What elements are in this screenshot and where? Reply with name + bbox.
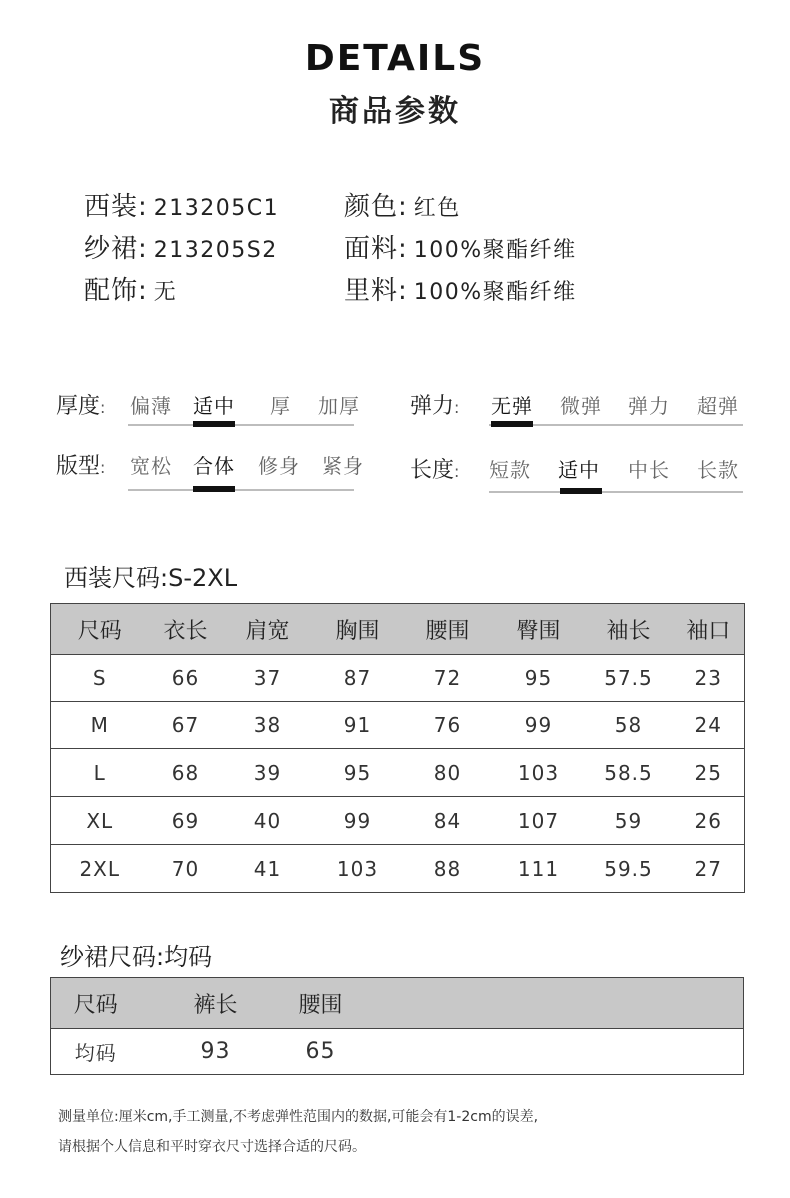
table-cell: 26 (673, 797, 745, 845)
fit-option-loose: 宽松 (130, 454, 172, 478)
table-cell: 66 (149, 655, 223, 702)
table-cell: 58.5 (585, 749, 673, 797)
table-cell: 95 (493, 655, 585, 702)
skirt-table-header-row (51, 978, 744, 1029)
length-option-short: 短款 (489, 458, 531, 482)
table-row (51, 1029, 744, 1075)
table-cell: 25 (673, 749, 745, 797)
suit-header-size: 尺码 (51, 604, 149, 655)
table-cell: 107 (493, 797, 585, 845)
table-cell: 59.5 (604, 856, 653, 881)
table-cell: 68 (149, 749, 223, 797)
length-label: 长度: (410, 458, 460, 483)
table-row (51, 655, 745, 702)
page-title-cn: 商品参数 (329, 94, 461, 129)
table-cell: 91 (313, 702, 403, 749)
table-cell: 95 (313, 749, 403, 797)
elasticity-option-none: 无弹 (491, 394, 533, 418)
suit-header-shoulder: 肩宽 (223, 604, 313, 655)
table-cell: 93 (200, 1039, 231, 1064)
info-lining-value: 100%聚酯纤维 (413, 280, 577, 305)
info-accessory-value: 无 (153, 280, 178, 305)
elasticity-selected-marker (491, 421, 533, 427)
fit-selected-marker (193, 486, 235, 492)
table-cell: 37 (223, 655, 313, 702)
info-color-label: 颜色: (344, 192, 408, 222)
table-cell: 38 (223, 702, 313, 749)
table-cell: 103 (336, 856, 379, 881)
fit-track (128, 489, 354, 491)
table-cell: 65 (305, 1039, 336, 1064)
thickness-option-thin: 偏薄 (130, 394, 172, 418)
thickness-option-medium: 适中 (193, 394, 235, 418)
table-cell: 70 (171, 856, 200, 881)
info-suit-value: 213205C1 (153, 196, 280, 221)
elasticity-option-elastic: 弹力 (628, 394, 670, 418)
skirt-header-length: 裤长 (161, 978, 271, 1029)
skirt-size-title: 纱裙尺码:均码 (60, 943, 213, 971)
suit-header-length: 衣长 (149, 604, 223, 655)
table-cell: 58 (585, 702, 673, 749)
suit-header-bust: 胸围 (313, 604, 403, 655)
suit-size-table (50, 603, 745, 893)
table-cell: 24 (673, 702, 745, 749)
table-cell: 41 (253, 856, 282, 881)
info-color-value: 红色 (413, 196, 461, 221)
table-cell: 27 (694, 856, 722, 881)
suit-header-hip: 臀围 (493, 604, 585, 655)
table-cell: 99 (313, 797, 403, 845)
length-option-mid-long: 中长 (628, 458, 670, 482)
suit-header-cuff: 袖口 (673, 604, 745, 655)
skirt-header-size: 尺码 (51, 978, 161, 1029)
skirt-header-waist: 腰围 (271, 978, 371, 1029)
table-row (51, 797, 745, 845)
table-cell: S (51, 655, 149, 702)
info-color (344, 186, 461, 223)
table-row (51, 845, 745, 893)
table-cell: 均码 (74, 1041, 117, 1065)
suit-header-waist: 腰围 (403, 604, 493, 655)
info-fabric-label: 面料: (344, 234, 408, 264)
thickness-option-thick: 厚 (270, 394, 291, 418)
table-cell: L (51, 749, 149, 797)
table-cell: 103 (493, 749, 585, 797)
suit-table-header-row (51, 604, 745, 655)
measurement-note-line1: 测量单位:厘米cm,手工测量,不考虑弹性范围内的数据,可能会有1-2cm的误差, (58, 1109, 539, 1125)
table-cell: 57.5 (585, 655, 673, 702)
length-option-medium: 适中 (558, 458, 600, 482)
suit-header-sleeve-length: 袖长 (585, 604, 673, 655)
info-skirt (84, 228, 278, 265)
info-fabric (344, 228, 577, 265)
page-title-en: DETAILS (304, 38, 486, 79)
thickness-selected-marker (193, 421, 235, 427)
table-cell: 80 (403, 749, 493, 797)
info-skirt-label: 纱裙: (84, 234, 148, 264)
skirt-header-empty (371, 978, 744, 1029)
skirt-size-table (50, 977, 744, 1075)
info-lining (344, 270, 577, 307)
fit-option-tight: 紧身 (322, 454, 364, 478)
length-selected-marker (560, 488, 602, 494)
elasticity-option-slight: 微弹 (560, 394, 602, 418)
info-suit (84, 186, 279, 223)
table-cell: 67 (149, 702, 223, 749)
info-skirt-value: 213205S2 (153, 238, 278, 263)
table-cell: XL (51, 797, 149, 845)
table-row (51, 702, 745, 749)
length-option-long: 长款 (697, 458, 739, 482)
table-cell: 111 (517, 856, 560, 881)
table-cell: 40 (223, 797, 313, 845)
thickness-track (128, 424, 354, 426)
thickness-label: 厚度: (56, 394, 106, 419)
thickness-option-extra-thick: 加厚 (318, 394, 360, 418)
info-fabric-value: 100%聚酯纤维 (413, 238, 577, 263)
table-cell-empty (371, 1029, 744, 1075)
info-accessory (84, 270, 177, 307)
info-accessory-label: 配饰: (84, 276, 148, 306)
fit-label: 版型: (56, 454, 106, 479)
length-track (489, 491, 743, 493)
table-cell: 87 (313, 655, 403, 702)
info-lining-label: 里料: (344, 276, 408, 306)
table-cell: 99 (493, 702, 585, 749)
suit-size-title: 西装尺码:S-2XL (64, 564, 238, 592)
table-cell: 88 (433, 856, 462, 881)
elasticity-label: 弹力: (410, 394, 460, 419)
table-row (51, 749, 745, 797)
info-suit-label: 西装: (84, 192, 148, 222)
table-cell: 39 (223, 749, 313, 797)
measurement-note-line2: 请根据个人信息和平时穿衣尺寸选择合适的尺码。 (58, 1139, 366, 1155)
table-cell: 23 (673, 655, 745, 702)
table-cell: 72 (403, 655, 493, 702)
table-cell: 2XL (79, 856, 121, 881)
elasticity-option-super: 超弹 (697, 394, 739, 418)
fit-option-slim: 修身 (258, 454, 300, 478)
table-cell: 76 (403, 702, 493, 749)
table-cell: 59 (585, 797, 673, 845)
table-cell: 69 (149, 797, 223, 845)
table-cell: 84 (403, 797, 493, 845)
fit-option-regular: 合体 (193, 454, 235, 478)
table-cell: M (51, 702, 149, 749)
